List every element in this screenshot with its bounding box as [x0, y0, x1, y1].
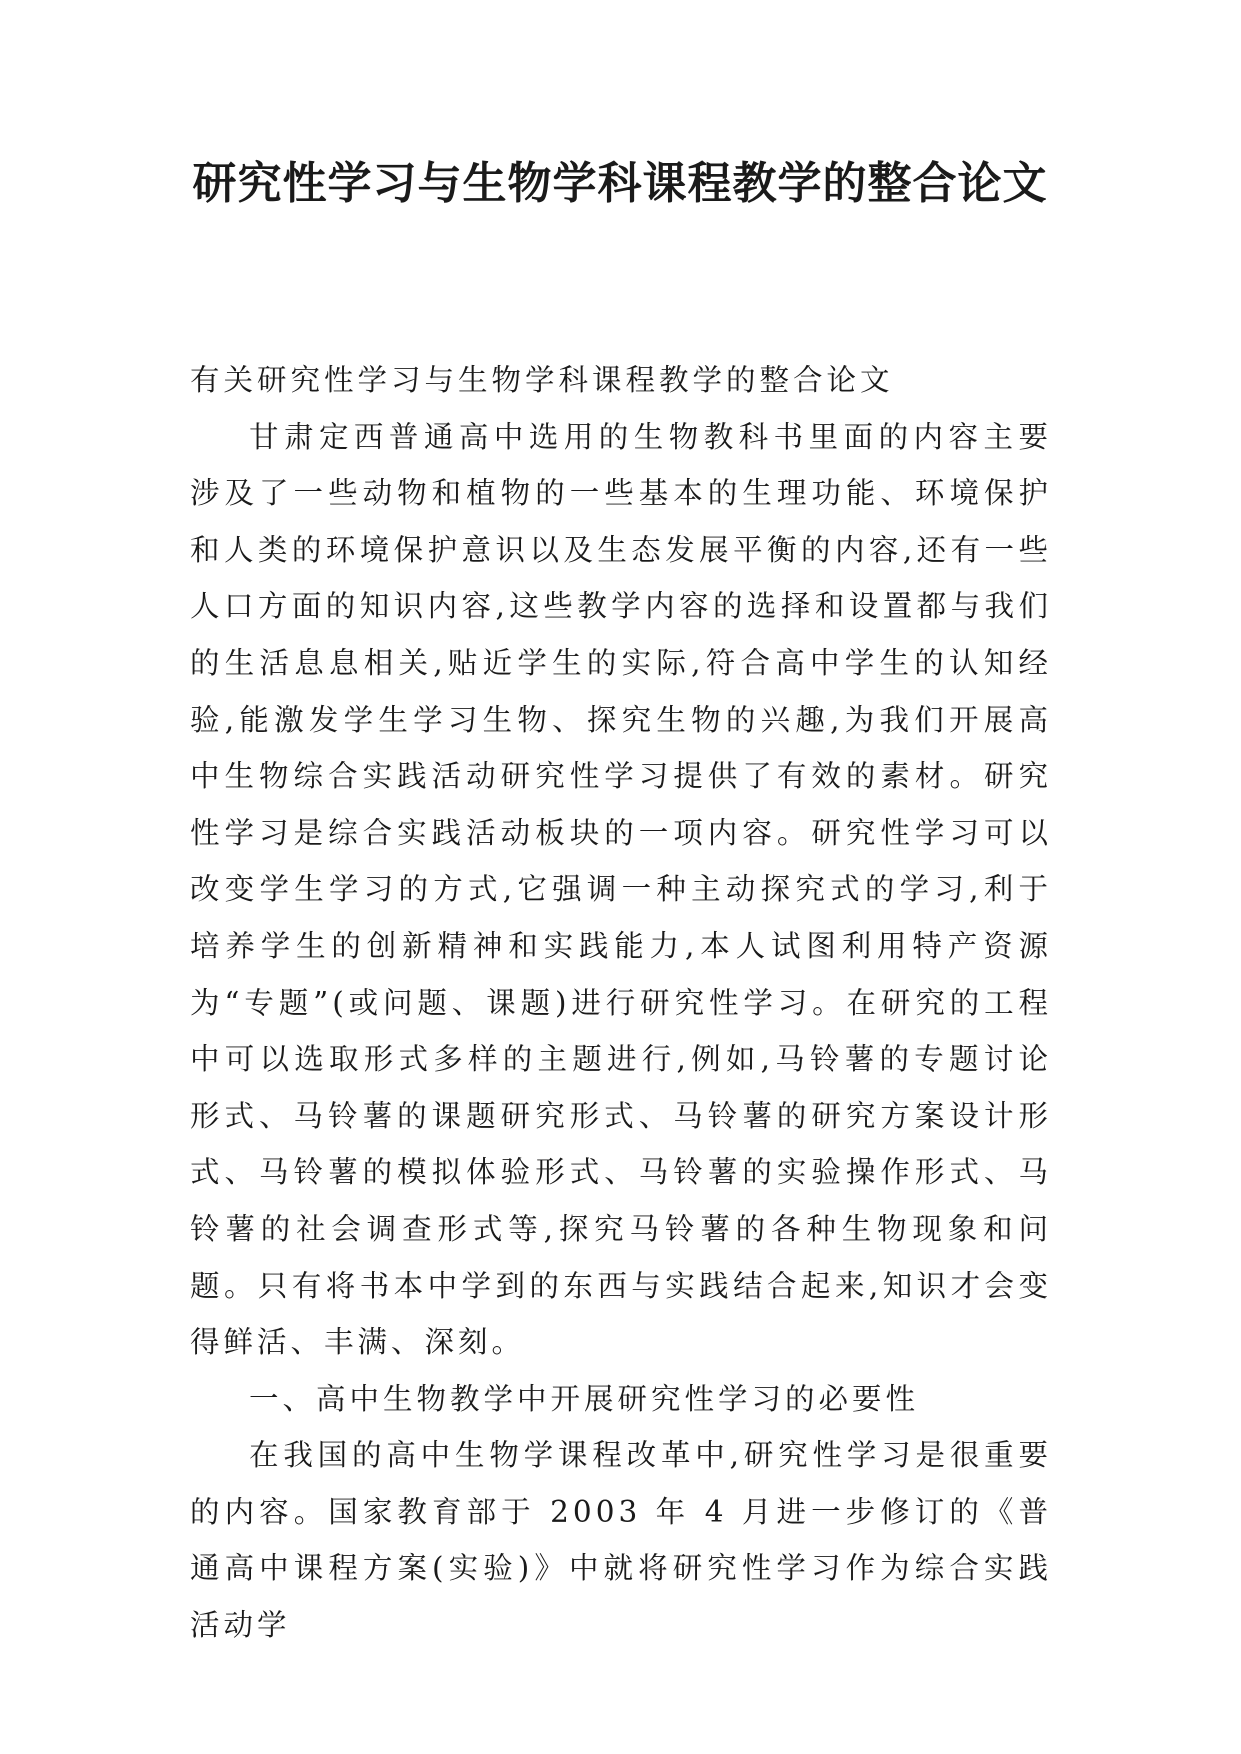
section-heading-1: 一、高中生物教学中开展研究性学习的必要性	[249, 1381, 920, 1416]
document-title: 研究性学习与生物学科课程教学的整合论文	[192, 158, 1048, 209]
document-body	[190, 352, 1052, 1654]
body-paragraph-section-1: 在我国的高中生物学课程改革中,研究性学习是很重要的内容。国家教育部于 2003 年 4 月进一步修订的《普通高中课程方案(实验)》中就将研究性学习作为综合实践活动学	[190, 1438, 1052, 1643]
document-subtitle: 有关研究性学习与生物学科课程教学的整合论文	[190, 363, 894, 397]
body-paragraph-intro: 甘肃定西普通高中选用的生物教科书里面的内容主要涉及了一些动物和植物的一些基本的生理功能、环境保护和人类的环境保护意识以及生态发展平衡的内容,还有一些人口方面的知识内容,这些教学内容的选择和设置都与我们的生活息息相关,贴近学生的实际,符合高中学生的认知经验,能激发学生学习生物、探究生物的兴趣,为我们开展高中生物综合实践活动研究性学习提供了有效的素材。研究性学习是综合实践活动板块的一项内容。研究性学习可以改变学生学习的方式,它强调一种主动探究式的学习,利于培养学生的创新精神和实践能力,本人试图利用特产资源为“专题”(或问题、课题)进行研究性学习。在研究的工程中可以选取形式多样的主题进行,例如,马铃薯的专题讨论形式、马铃薯的课题研究形式、马铃薯的研究方案设计形式、马铃薯的模拟体验形式、马铃薯的实验操作形式、马铃薯的社会调查形式等,探究马铃薯的各种生物现象和问题。只有将书本中学到的东西与实践结合起来,知识才会变得鲜活、丰满、深刻。	[190, 419, 1052, 1360]
